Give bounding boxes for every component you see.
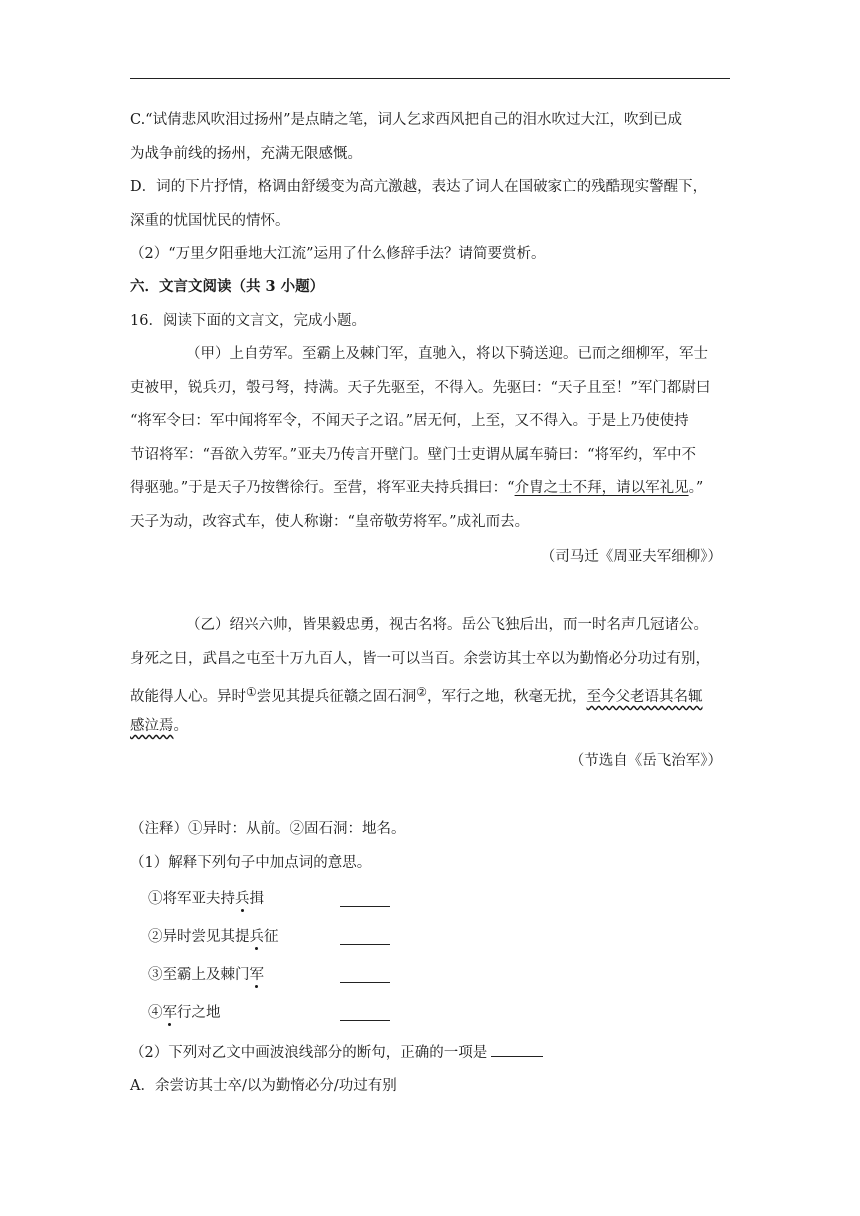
passage-jia-line-3: “将军令曰：军中闻将军令，不闻天子之诏。”居无何，上至，又不得入。于是上乃使使持 [130, 413, 689, 429]
option-c-line-2: 为战争前线的扬州，充满无限感慨。 [130, 146, 362, 162]
annotation-notes: （注释）①异时：从前。②固石洞：地名。 [130, 821, 406, 837]
wavy-underlined-sentence: 至今父老语其名辄 [586, 689, 703, 705]
passage-jia-line-6: 天子为动，改容式车，使人称谢：“皇帝敬劳将军。”成礼而去。 [130, 514, 530, 530]
passage-jia-source: （司马迁《周亚夫军细柳》） [540, 549, 722, 565]
dotted-word: 军 [249, 967, 264, 983]
option-a: A．余尝访其士卒/以为勤惰必分/功过有别 [130, 1078, 397, 1094]
answer-blank-2[interactable] [340, 944, 390, 945]
passage-yi-line-3: 故能得人心。异时①尝见其提兵征赣之固石洞②，军行之地，秋毫无扰，至今父老语其名辄 [130, 685, 703, 705]
dotted-word: 军 [162, 1005, 177, 1021]
wavy-underlined-sentence-end: 感泣焉 [130, 718, 174, 734]
passage-yi-line-4: 感泣焉。 [130, 718, 188, 734]
underlined-sentence-jia: 介胄之士不拜，请以军礼见 [514, 480, 689, 496]
passage-yi-source: （节选自《岳飞治军》） [569, 753, 722, 769]
question-16-prompt: 16．阅读下面的文言文，完成小题。 [130, 313, 366, 329]
dotted-word: 兵 [249, 929, 264, 945]
vocab-item-2: ②异时尝见其提兵征 [148, 929, 279, 945]
vocab-item-4: ④军行之地 [148, 1005, 221, 1021]
note-marker-2: ② [416, 685, 428, 699]
question-2-punctuation: （2）下列对乙文中画波浪线部分的断句，正确的一项是 [130, 1042, 730, 1064]
option-d-line-1: D．词的下片抒情，格调由舒缓变为高亢激越，表达了词人在国破家亡的残酷现实警醒下， [130, 179, 708, 195]
answer-blank-3[interactable] [340, 982, 390, 983]
dotted-word: 兵 [235, 891, 250, 907]
passage-yi-line-1: （乙）绍兴六帅，皆果毅忠勇，视古名将。岳公飞独后出，而一时名声几冠诸公。 [186, 617, 708, 633]
question-1-prompt: （1）解释下列句子中加点词的意思。 [130, 855, 372, 871]
passage-jia-line-1: （甲）上自劳军。至霸上及棘门军，直驰入，将以下骑送迎。已而之细柳军，军士 [186, 346, 708, 362]
question-2-rhetoric: （2）“万里夕阳垂地大江流”运用了什么修辞手法？请简要赏析。 [130, 246, 546, 262]
passage-jia-line-2: 吏被甲，锐兵刃，彀弓弩，持满。天子先驱至，不得入。先驱曰：“天子且至！”军门都尉曰 [130, 380, 711, 396]
option-d-line-2: 深重的忧国忧民的情怀。 [130, 213, 290, 229]
passage-yi-line-2: 身死之日，武昌之屯至十万九百人，皆一可以当百。余尝访其士卒以为勤惰必分功过有别， [130, 651, 710, 667]
answer-blank-1[interactable] [340, 906, 390, 907]
vocab-item-1: ①将军亚夫持兵揖 [148, 891, 264, 907]
section-title: 六．文言文阅读（共 3 小题） [130, 278, 325, 295]
passage-jia-line-5: 得驱驰。”于是天子乃按辔徐行。至营，将军亚夫持兵揖曰：“介胄之士不拜，请以军礼见。” [130, 480, 704, 496]
note-marker-1: ① [246, 685, 257, 699]
header-rule [130, 78, 730, 79]
answer-blank-5[interactable] [491, 1042, 543, 1057]
option-c-line-1: C.“试倩悲风吹泪过扬州”是点睛之笔，词人乞求西风把自己的泪水吹过大江，吹到已成 [130, 112, 683, 128]
answer-blank-4[interactable] [340, 1020, 390, 1021]
passage-jia-line-4: 节诏将军：“吾欲入劳军。”亚夫乃传言开壁门。壁门士吏谓从属车骑曰：“将军约，军中不 [130, 447, 696, 463]
vocab-item-3: ③至霸上及棘门军 [148, 967, 264, 983]
